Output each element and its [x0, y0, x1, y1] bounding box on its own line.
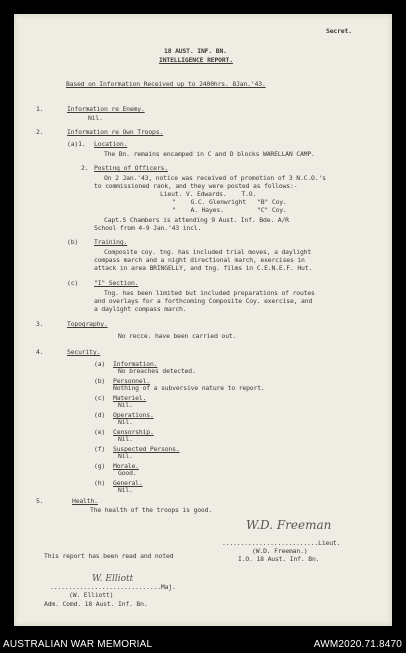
posting-line-6: Capt.S Chambers is attending 9 Aust. Inf. Bde. A/R: [104, 216, 289, 224]
section-4-number: 4.: [36, 348, 44, 356]
unit-name: 18 AUST. INF. BN.: [164, 47, 227, 55]
section-5-body: The health of the troops is good.: [90, 506, 213, 514]
section-2-posting-marker: 2.: [81, 164, 89, 172]
section-3-heading: Topography.: [67, 320, 108, 328]
section-line-1: Tng. has been limited but included preparations of routes: [104, 289, 315, 297]
section-2b-heading: Training.: [94, 238, 128, 246]
signatory-role-freeman: I.O. 18 Aust. Inf. Bn.: [238, 555, 320, 563]
security-item-value: Nil.: [118, 418, 133, 426]
section-3-body: No recce. have been carried out.: [118, 332, 237, 340]
security-item-value: Nil.: [118, 452, 133, 460]
signatory-name-freeman: (W.D. Freeman.): [252, 547, 308, 555]
footer-bar: [0, 636, 406, 653]
section-2c-marker: (c): [67, 279, 79, 287]
section-5-heading: Health.: [72, 497, 98, 505]
section-4-heading: Security.: [67, 348, 101, 356]
security-item-heading: Personnel.: [113, 377, 150, 385]
training-line-2: compass march and a night directional march, exercises in: [94, 256, 305, 264]
security-item-value: Nothing of a subversive nature to report.: [113, 384, 265, 392]
section-2a-heading: Location.: [94, 140, 128, 148]
security-item-heading: Operations.: [113, 411, 154, 419]
security-item-value: Good.: [118, 469, 137, 477]
section-2b-marker: (b): [67, 238, 79, 246]
signature-elliott: W. Elliott: [92, 574, 134, 584]
section-line-3: a daylight compass march.: [94, 305, 187, 313]
footer-accession-number: AWM2020.71.8470: [313, 639, 402, 650]
posting-line-7: School from 4-9 Jan.'43 incl.: [94, 224, 202, 232]
security-item-value: Nil.: [118, 435, 133, 443]
security-item-marker: (c): [94, 394, 106, 402]
security-item-heading: Materiel.: [113, 394, 147, 402]
section-2a-marker: (a)1.: [67, 140, 86, 148]
section-2-posting-heading: Posting of Officers.: [94, 164, 168, 172]
section-line-2: and overlays for a forthcoming Composite Coy. exercise, and: [94, 297, 313, 305]
security-item-heading: General.: [113, 479, 143, 487]
security-item-marker: (e): [94, 428, 106, 436]
posting-line-5: " A. Hayes. "C" Coy.: [172, 206, 287, 214]
posting-line-2: to commissioned rank, and they were posted as follows:-: [94, 182, 298, 190]
section-5-number: 5.: [36, 497, 44, 505]
report-basis: Based on Information Received up to 2400hrs. 8Jan.'43.: [66, 80, 266, 88]
posting-line-3: Lieut. V. Edwards. T.O.: [160, 190, 257, 198]
security-item-marker: (g): [94, 462, 106, 470]
report-title: INTELLIGENCE REPORT.: [159, 56, 233, 64]
posting-line-4: " G.C. Glenwright "B" Coy.: [172, 198, 287, 206]
signature-line-lieut: ..........................Lieut.: [222, 539, 341, 547]
section-2a-body: The Bn. remains encamped in C and D blocks WARELLAN CAMP.: [104, 150, 315, 158]
security-item-heading: Censorship.: [113, 428, 154, 436]
signature-line-maj: ..............................Maj.: [50, 583, 176, 591]
security-item-value: No breaches detected.: [118, 367, 196, 375]
security-item-marker: (a): [94, 360, 106, 368]
security-item-value: Nil.: [118, 486, 133, 494]
footer-institution: AUSTRALIAN WAR MEMORIAL: [3, 639, 153, 650]
section-1-number: 1.: [36, 105, 44, 113]
security-item-marker: (d): [94, 411, 106, 419]
classification: Secret.: [326, 27, 352, 35]
section-1-body: Nil.: [88, 114, 103, 122]
signatory-role-elliott: Adm. Comd. 18 Aust. Inf. Bn.: [44, 600, 148, 608]
security-item-heading: Suspected Persons.: [113, 445, 180, 453]
section-3-number: 3.: [36, 320, 44, 328]
security-item-marker: (h): [94, 479, 106, 487]
training-line-3: attack in area BRINGELLY, and tng. films in C.E.N.E.F. Hut.: [94, 264, 313, 272]
security-item-heading: Morale.: [113, 462, 139, 470]
read-and-noted: This report has been read and noted: [44, 552, 174, 560]
section-2-heading: Information re Own Troops.: [67, 128, 164, 136]
signatory-name-elliott: (W. Elliott): [69, 591, 114, 599]
section-2-number: 2.: [36, 128, 44, 136]
section-1-heading: Information re Enemy.: [67, 105, 145, 113]
posting-line-1: On 2 Jan.'43, notice was received of promotion of 3 N.C.O.'s: [104, 174, 326, 182]
section-2c-heading: "I" Section.: [94, 279, 139, 287]
training-line-1: Composite coy. tng. has included trial moves, a daylight: [104, 248, 312, 256]
security-item-marker: (b): [94, 377, 106, 385]
security-item-value: Nil.: [118, 401, 133, 409]
security-item-marker: (f): [94, 445, 106, 453]
signature-freeman: W.D. Freeman: [246, 518, 332, 532]
security-item-heading: Information.: [113, 360, 158, 368]
